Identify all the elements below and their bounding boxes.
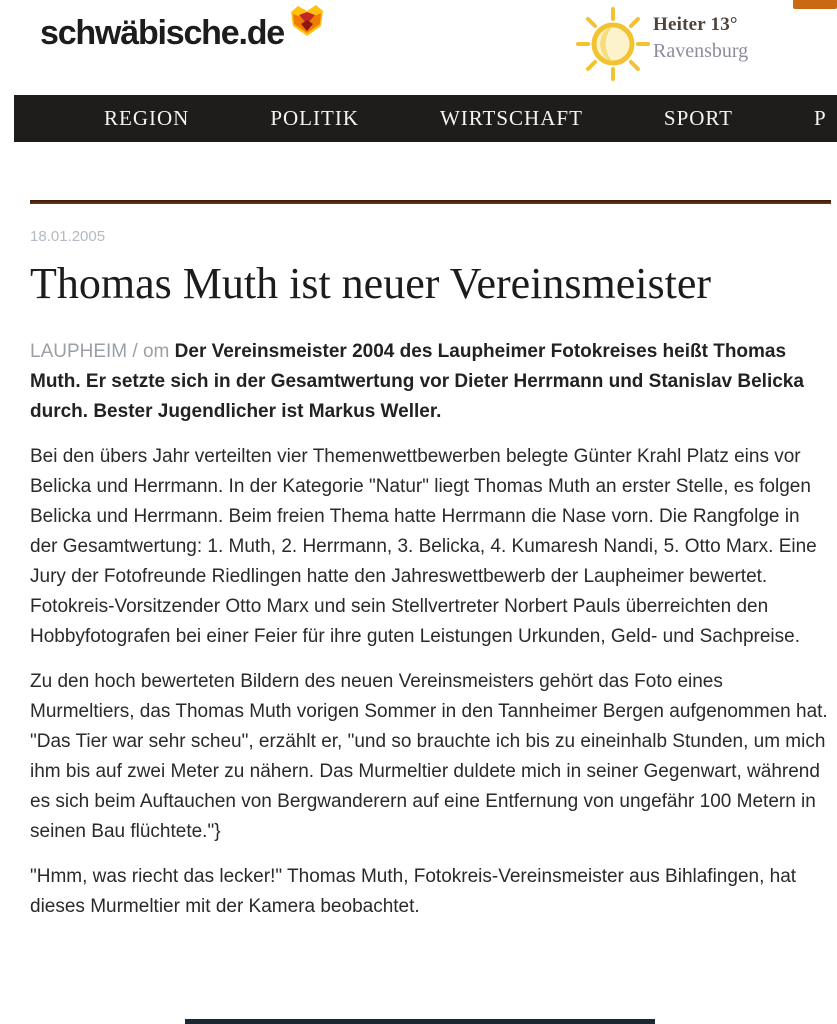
weather-condition: Heiter 13° [653,14,738,35]
article-paragraph: Bei den übers Jahr verteilten vier Themenwettbewerben belegte Günter Krahl Platz eins vor Belicka und Herrmann. In der Kategorie "Natur" liegt Thomas Muth an erster Stelle, es folgen Belicka und Herrmann. Beim freien Thema hatte Herrmann die Nase vorn. Die Rangfolge in der Gesamtwertung: 1. Muth, 2. Herrmann, 3. Belicka, 4. Kumaresh Nandi, 5. Otto Marx. Eine Jury der Fotofreunde Riedlingen hatte den Jahreswettbewerb der Laupheimer bewertet. Fotokreis-Vorsitzender Otto Marx und sein Stellvertreter Norbert Pauls überreichten den Hobbyfotografen bei einer Feier für ihre guten Leistungen Urkunden, Geld- und Sachpreise. [30,445,817,647]
site-logo-text: schwäbische.de [40,14,284,52]
top-right-button-fragment[interactable] [793,0,837,9]
site-header [0,0,837,95]
article-lead-text: Der Vereinsmeister 2004 des Laupheimer Fotokreises heißt Thomas Muth. Er setzte sich in der Gesamtwertung vor Dieter Herrmann und Stanislav Belicka durch. Bester Jugendlicher ist Markus Weller. [30,340,804,422]
site-logo[interactable] [40,14,284,53]
main-navigation [14,95,837,142]
weather-widget[interactable] [575,6,748,82]
bottom-scrollbar[interactable] [185,1019,655,1024]
article-date: 18.01.2005 [30,228,106,245]
nav-item-politik[interactable]: POLITIK [270,106,359,130]
section-divider [30,200,831,204]
weather-location: Ravensburg [653,40,749,62]
nav-item-wirtschaft[interactable]: WIRTSCHAFT [439,106,583,130]
sun-icon [575,6,651,82]
article-lead [30,337,831,427]
article [0,142,837,922]
crown-shield-icon [287,4,327,43]
nav-item-sport[interactable]: SPORT [663,106,734,130]
nav-item-clipped[interactable]: P [814,106,827,130]
article-paragraph: Zu den hoch bewerteten Bildern des neuen Vereinsmeisters gehört das Foto eines Murmeltiers, das Thomas Muth vorigen Sommer in den Tannheimer Bergen aufgenommen hat. "Das Tier war sehr scheu", erzählt er, "und so brauchte ich bis zu eineinhalb Stunden, um mich ihm bis auf zwei Meter zu nähern. Das Murmeltier duldete mich in seiner Gegenwart, während es sich beim Auftauchen von Bergwanderern auf eine Entfernung von ungefähr 100 Metern in seinen Bau flüchtete."} [30,670,828,842]
article-kicker: LAUPHEIM / om [30,340,175,362]
article-title: Thomas Muth ist neuer Vereinsmeister [30,259,712,308]
article-paragraph: "Hmm, was riecht das lecker!" Thomas Muth, Fotokreis-Vereinsmeister aus Bihlafingen, hat dieses Murmeltier mit der Kamera beobachtet. [30,865,797,917]
nav-item-region[interactable]: REGION [104,106,190,130]
